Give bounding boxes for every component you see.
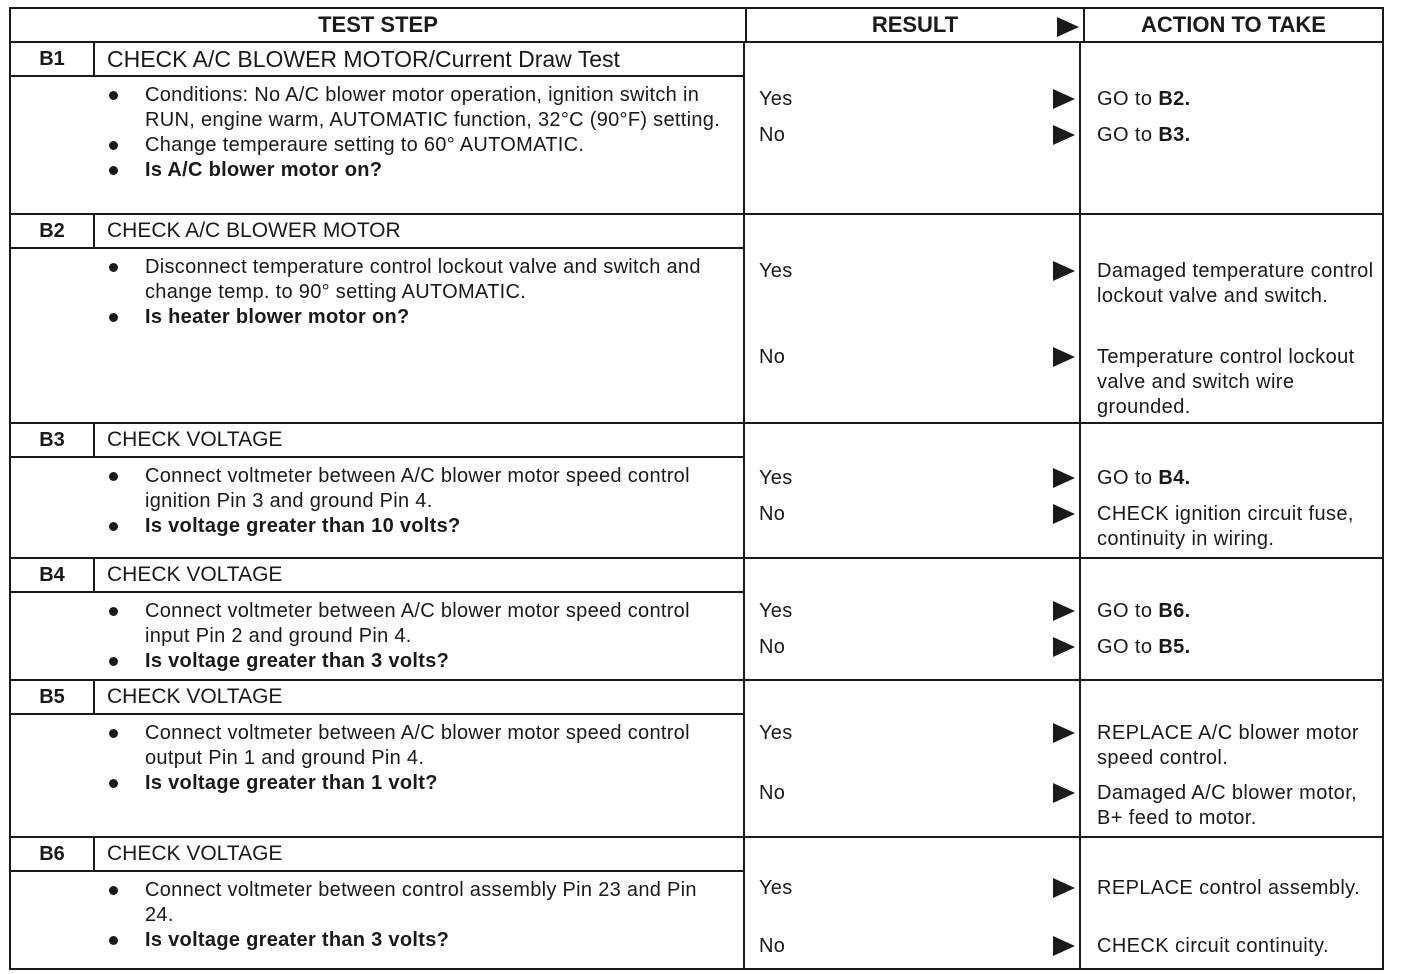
step-reference: B3.: [1158, 124, 1191, 146]
result-no: [759, 345, 1075, 370]
result-label: Yes: [759, 877, 793, 899]
arrow-right-icon: [1053, 601, 1075, 621]
result-label: No: [759, 346, 786, 368]
result-no: [759, 502, 1075, 527]
result-label: Yes: [759, 722, 793, 744]
action-prefix: GO to: [1097, 467, 1159, 489]
header-action-to-take: ACTION TO TAKE: [1141, 12, 1326, 37]
action-column: [1081, 215, 1382, 422]
arrow-right-icon: [1053, 261, 1075, 281]
step-title-row: [11, 215, 743, 249]
step-question: Is voltage greater than 1 volt?: [11, 771, 743, 796]
action-column: [1081, 559, 1382, 679]
step-title: CHECK VOLTAGE: [107, 842, 283, 865]
result-column: [745, 838, 1081, 968]
step-title: CHECK VOLTAGE: [107, 428, 283, 451]
step-question: Is voltage greater than 3 volts?: [11, 649, 743, 674]
result-column: [745, 215, 1081, 422]
step-title: CHECK VOLTAGE: [107, 685, 283, 708]
instruction-item: Connect voltmeter between A/C blower motor speed control ignition Pin 3 and ground Pin 4.: [11, 464, 743, 514]
step-block-b2: [11, 215, 1382, 424]
action-yes: Damaged temperature control lockout valve and switch.: [1097, 260, 1374, 307]
instruction-item: Connect voltmeter between control assembly Pin 23 and Pin 24.: [11, 878, 743, 928]
action-yes: REPLACE control assembly.: [1097, 877, 1361, 899]
action-yes: [1097, 466, 1374, 491]
step-instructions: [11, 77, 743, 183]
step-title-row: [11, 424, 743, 458]
instruction-item: Disconnect temperature control lockout valve and switch and change temp. to 90° setting AUTOMATIC.: [11, 255, 743, 305]
action-no: CHECK circuit continuity.: [1097, 935, 1329, 957]
arrow-right-icon: [1053, 504, 1075, 524]
arrow-right-icon: [1053, 347, 1075, 367]
result-label: No: [759, 124, 786, 146]
step-reference: B6.: [1158, 600, 1191, 622]
step-id: B3: [11, 424, 95, 456]
step-column: [11, 43, 745, 213]
step-block-b5: [11, 681, 1382, 838]
action-no: CHECK ignition circuit fuse, continuity in wiring.: [1097, 503, 1354, 550]
step-instructions: [11, 249, 743, 330]
action-no: Temperature control lockout valve and switch wire grounded.: [1097, 346, 1355, 418]
result-no: [759, 781, 1075, 806]
result-label: No: [759, 636, 786, 658]
diagnostic-table: [9, 7, 1384, 970]
arrow-right-icon: [1053, 468, 1075, 488]
step-column: [11, 681, 745, 836]
instruction-item: Connect voltmeter between A/C blower motor speed control output Pin 1 and ground Pin 4.: [11, 721, 743, 771]
action-prefix: GO to: [1097, 124, 1159, 146]
result-label: Yes: [759, 600, 793, 622]
step-id: B4: [11, 559, 95, 591]
result-label: No: [759, 503, 786, 525]
action-no: Damaged A/C blower motor, B+ feed to motor.: [1097, 782, 1358, 829]
result-yes: [759, 466, 1075, 491]
step-id: B5: [11, 681, 95, 713]
arrow-right-icon: [1053, 783, 1075, 803]
step-reference: B4.: [1158, 467, 1191, 489]
result-label: No: [759, 782, 786, 804]
result-yes: [759, 876, 1075, 901]
step-instructions: [11, 872, 743, 953]
action-column: [1081, 424, 1382, 557]
step-question: Is voltage greater than 3 volts?: [11, 928, 743, 953]
header-result: [747, 9, 1085, 41]
step-column: [11, 215, 745, 422]
step-question: Is A/C blower motor on?: [11, 158, 743, 183]
step-id: B1: [11, 43, 95, 75]
arrow-right-icon: [1053, 89, 1075, 109]
result-yes: [759, 259, 1075, 284]
arrow-right-icon: [1057, 17, 1079, 37]
step-instructions: [11, 715, 743, 796]
action-no: [1097, 635, 1374, 660]
step-question: Is heater blower motor on?: [11, 305, 743, 330]
table-header: [11, 9, 1382, 43]
result-label: Yes: [759, 260, 793, 282]
result-label: Yes: [759, 88, 793, 110]
result-column: [745, 43, 1081, 213]
step-id: B2: [11, 215, 95, 247]
step-instructions: [11, 458, 743, 539]
action-prefix: GO to: [1097, 600, 1159, 622]
step-title-row: [11, 838, 743, 872]
step-title-row: [11, 681, 743, 715]
step-column: [11, 838, 745, 968]
step-block-b3: [11, 424, 1382, 559]
action-column: [1081, 681, 1382, 836]
instruction-item: Connect voltmeter between A/C blower motor speed control input Pin 2 and ground Pin 4.: [11, 599, 743, 649]
result-no: [759, 934, 1075, 959]
result-no: [759, 635, 1075, 660]
action-yes: REPLACE A/C blower motor speed control.: [1097, 722, 1359, 769]
result-yes: [759, 599, 1075, 624]
result-yes: [759, 721, 1075, 746]
step-block-b1: [11, 43, 1382, 215]
header-result-label: RESULT: [871, 12, 959, 37]
action-prefix: GO to: [1097, 636, 1159, 658]
step-reference: B2.: [1158, 88, 1191, 110]
arrow-right-icon: [1053, 125, 1075, 145]
result-yes: [759, 87, 1075, 112]
step-id: B6: [11, 838, 95, 870]
arrow-right-icon: [1053, 936, 1075, 956]
result-label: No: [759, 935, 786, 957]
result-no: [759, 123, 1075, 148]
header-test-step: TEST STEP: [11, 9, 747, 41]
result-column: [745, 424, 1081, 557]
arrow-right-icon: [1053, 723, 1075, 743]
result-column: [745, 681, 1081, 836]
step-column: [11, 424, 745, 557]
step-title: CHECK A/C BLOWER MOTOR: [107, 219, 401, 242]
step-block-b6: [11, 838, 1382, 968]
step-title: CHECK A/C BLOWER MOTOR/Current Draw Test: [107, 46, 620, 72]
step-instructions: [11, 593, 743, 674]
action-column: [1081, 838, 1382, 968]
instruction-item: Change temperaure setting to 60° AUTOMATIC.: [11, 133, 743, 158]
step-question: Is voltage greater than 10 volts?: [11, 514, 743, 539]
step-title: CHECK VOLTAGE: [107, 563, 283, 586]
action-yes: [1097, 599, 1374, 624]
action-no: [1097, 123, 1374, 148]
step-reference: B5.: [1158, 636, 1191, 658]
result-column: [745, 559, 1081, 679]
instruction-item: Conditions: No A/C blower motor operation, ignition switch in RUN, engine warm, AUTOMATIC function, 32°C (90°F) setting.: [11, 83, 743, 133]
arrow-right-icon: [1053, 878, 1075, 898]
step-title-row: [11, 43, 743, 77]
step-block-b4: [11, 559, 1382, 681]
action-prefix: GO to: [1097, 88, 1159, 110]
arrow-right-icon: [1053, 637, 1075, 657]
step-title-row: [11, 559, 743, 593]
action-column: [1081, 43, 1382, 213]
action-yes: [1097, 87, 1374, 112]
result-label: Yes: [759, 467, 793, 489]
step-column: [11, 559, 745, 679]
